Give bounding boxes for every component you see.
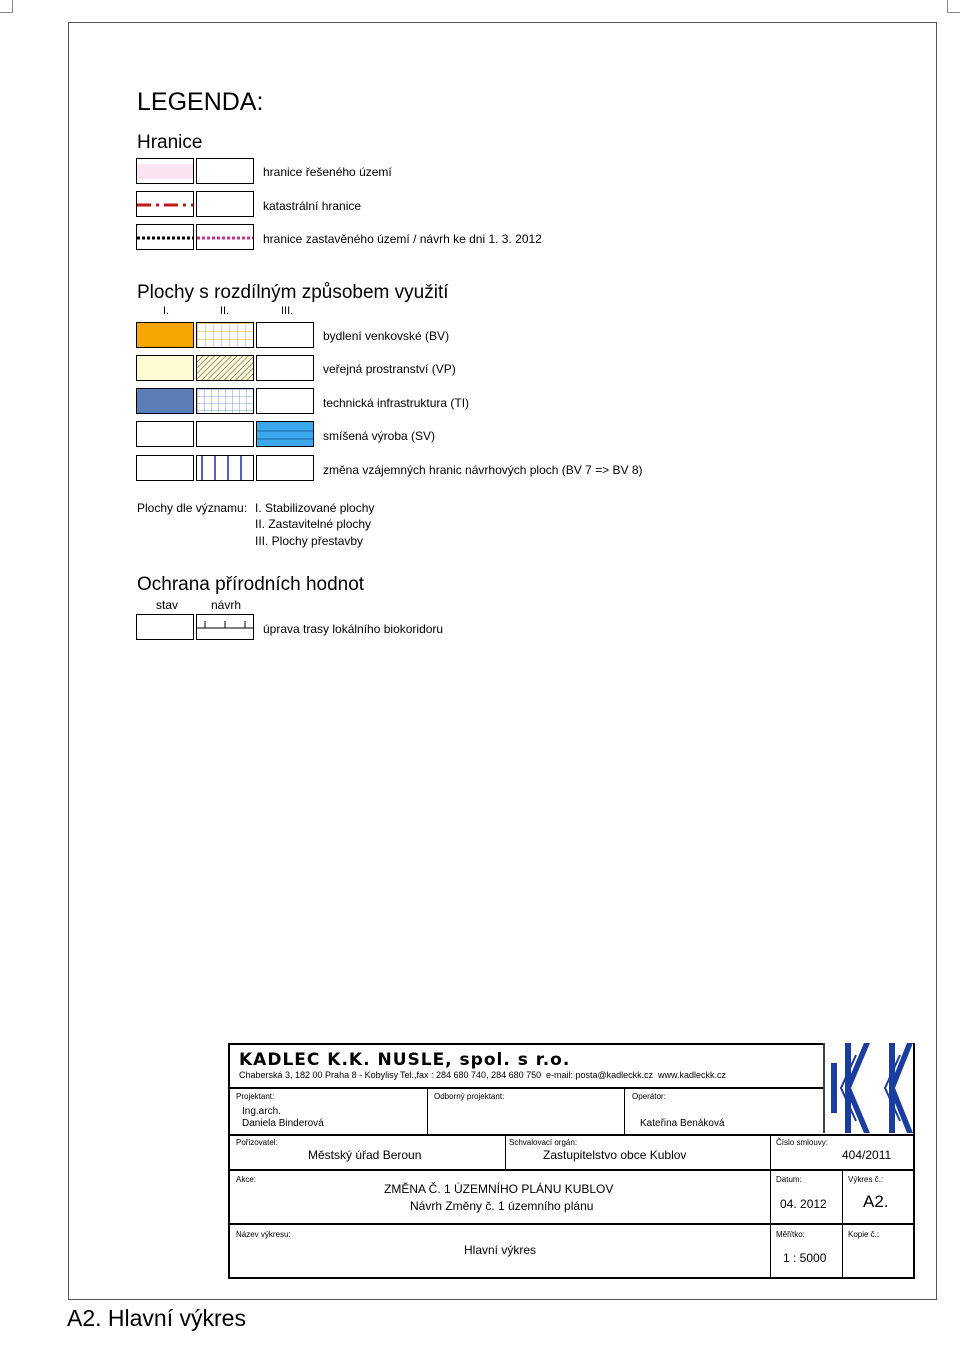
nazev-label: Název výkresu: — [236, 1230, 291, 1239]
biocorridor-label: úprava trasy lokálního biokoridoru — [263, 622, 444, 636]
boundary-cadastral-label: katastrální hranice — [263, 199, 362, 213]
area-bv-swatch-stabilized — [136, 322, 194, 348]
crop-mark-top-left — [0, 0, 13, 13]
area-change-swatch-2 — [196, 455, 254, 481]
boundary-study-area-swatch-2 — [196, 158, 254, 184]
area-sv-swatch-redevelopment — [256, 421, 314, 447]
boundary-cadastral-swatch-2 — [196, 191, 254, 217]
boundary-built-up-swatch-state — [136, 224, 194, 250]
projektant-title: Ing.arch. — [242, 1106, 281, 1117]
area-vp-swatch-stabilized — [136, 355, 194, 381]
crop-mark-top-right — [947, 0, 960, 13]
vykres-value: A2. — [863, 1192, 889, 1211]
area-vp-swatch-developable — [196, 355, 254, 381]
area-bv-label: bydlení venkovské (BV) — [323, 329, 450, 343]
company-name: KADLEC K.K. NUSLE, spol. s r.o. — [239, 1050, 571, 1070]
schvalovaci-value: Zastupitelstvo obce Kublov — [543, 1148, 687, 1162]
akce-line-2: Návrh Změny č. 1 územního plánu — [410, 1199, 594, 1213]
odborny-label: Odborný projektant: — [434, 1092, 505, 1101]
area-ti-label: technická infrastruktura (TI) — [323, 396, 470, 410]
datum-value: 04. 2012 — [780, 1197, 827, 1211]
porizovatel-value: Městský úřad Beroun — [308, 1148, 422, 1162]
boundary-cadastral-swatch-1 — [136, 191, 194, 217]
nazev-value: Hlavní výkres — [464, 1243, 537, 1257]
area-change-swatch-3 — [256, 455, 314, 481]
area-ti-swatch-stabilized — [136, 388, 194, 414]
company-tel: Tel.,fax : 284 680 740, 284 680 750 — [400, 1070, 542, 1080]
biocorridor-swatch-state — [136, 614, 194, 640]
meaning-stabilized: I. Stabilizované plochy — [255, 501, 375, 515]
boundaries-heading: Hranice — [137, 132, 203, 153]
akce-line-1: ZMĚNA Č. 1 ÚZEMNÍHO PLÁNU KUBLOV — [384, 1182, 614, 1196]
area-ti-swatch-developable — [196, 388, 254, 414]
meritko-label: Měřítko: — [776, 1230, 805, 1239]
areas-column-ii: II. — [220, 305, 230, 317]
smlouva-label: Číslo smlouvy: — [776, 1138, 829, 1147]
nature-column-navrh: návrh — [211, 598, 242, 612]
nature-column-stav: stav — [156, 598, 179, 612]
area-bv-swatch-redevelopment — [256, 322, 314, 348]
areas-column-i: I. — [163, 305, 170, 317]
area-change-label: změna vzájemných hranic návrhových ploch (BV 7 => BV 8) — [323, 463, 643, 477]
boundary-study-area-label: hranice řešeného území — [263, 165, 392, 179]
meritko-value: 1 : 5000 — [783, 1251, 827, 1265]
meaning-label: Plochy dle významu: — [137, 501, 248, 515]
operator-label: Operátor: — [632, 1092, 666, 1101]
biocorridor-swatch-proposal — [196, 614, 254, 640]
porizovatel-label: Pořizovatel: — [236, 1138, 278, 1147]
projektant-label: Projektant: — [236, 1092, 275, 1101]
company-email: e-mail: posta@kadleckk.cz — [546, 1070, 654, 1080]
area-vp-swatch-redevelopment — [256, 355, 314, 381]
area-bv-swatch-developable — [196, 322, 254, 348]
meaning-redevelopment: III. Plochy přestavby — [255, 534, 364, 548]
vykres-label: Výkres č.: — [848, 1175, 884, 1184]
area-ti-swatch-redevelopment — [256, 388, 314, 414]
area-sv-swatch-stabilized — [136, 421, 194, 447]
company-web: www.kadleckk.cz — [658, 1070, 727, 1080]
footer-title: A2. Hlavní výkres — [67, 1305, 246, 1331]
company-logo — [823, 1043, 913, 1133]
areas-heading: Plochy s rozdílným způsobem využití — [137, 282, 449, 303]
area-sv-label: smíšená výroba (SV) — [323, 429, 436, 443]
operator-name: Kateřina Benáková — [640, 1118, 725, 1129]
smlouva-value: 404/2011 — [842, 1148, 892, 1162]
kopie-label: Kopie č.: — [848, 1230, 880, 1239]
nature-heading: Ochrana přírodních hodnot — [137, 574, 365, 595]
company-address: Chaberská 3, 182 00 Praha 8 - Kobylisy — [239, 1070, 399, 1080]
datum-label: Datum: — [776, 1175, 802, 1184]
boundary-study-area-swatch-1 — [136, 158, 194, 184]
meaning-developable: II. Zastavitelné plochy — [255, 517, 372, 531]
projektant-name: Daniela Binderová — [242, 1118, 324, 1129]
akce-label: Akce: — [236, 1175, 257, 1184]
boundary-built-up-swatch-proposal — [196, 224, 254, 250]
boundary-built-up-label: hranice zastavěného území / návrh ke dni 1. 3. 2012 — [263, 232, 542, 246]
area-vp-label: veřejná prostranství (VP) — [323, 362, 456, 376]
areas-column-iii: III. — [281, 305, 294, 317]
area-change-swatch-1 — [136, 455, 194, 481]
schvalovaci-label: Schvalovací orgán: — [509, 1138, 578, 1147]
legend-title: LEGENDA: — [137, 88, 264, 116]
title-block — [228, 1043, 915, 1279]
area-sv-swatch-developable — [196, 421, 254, 447]
